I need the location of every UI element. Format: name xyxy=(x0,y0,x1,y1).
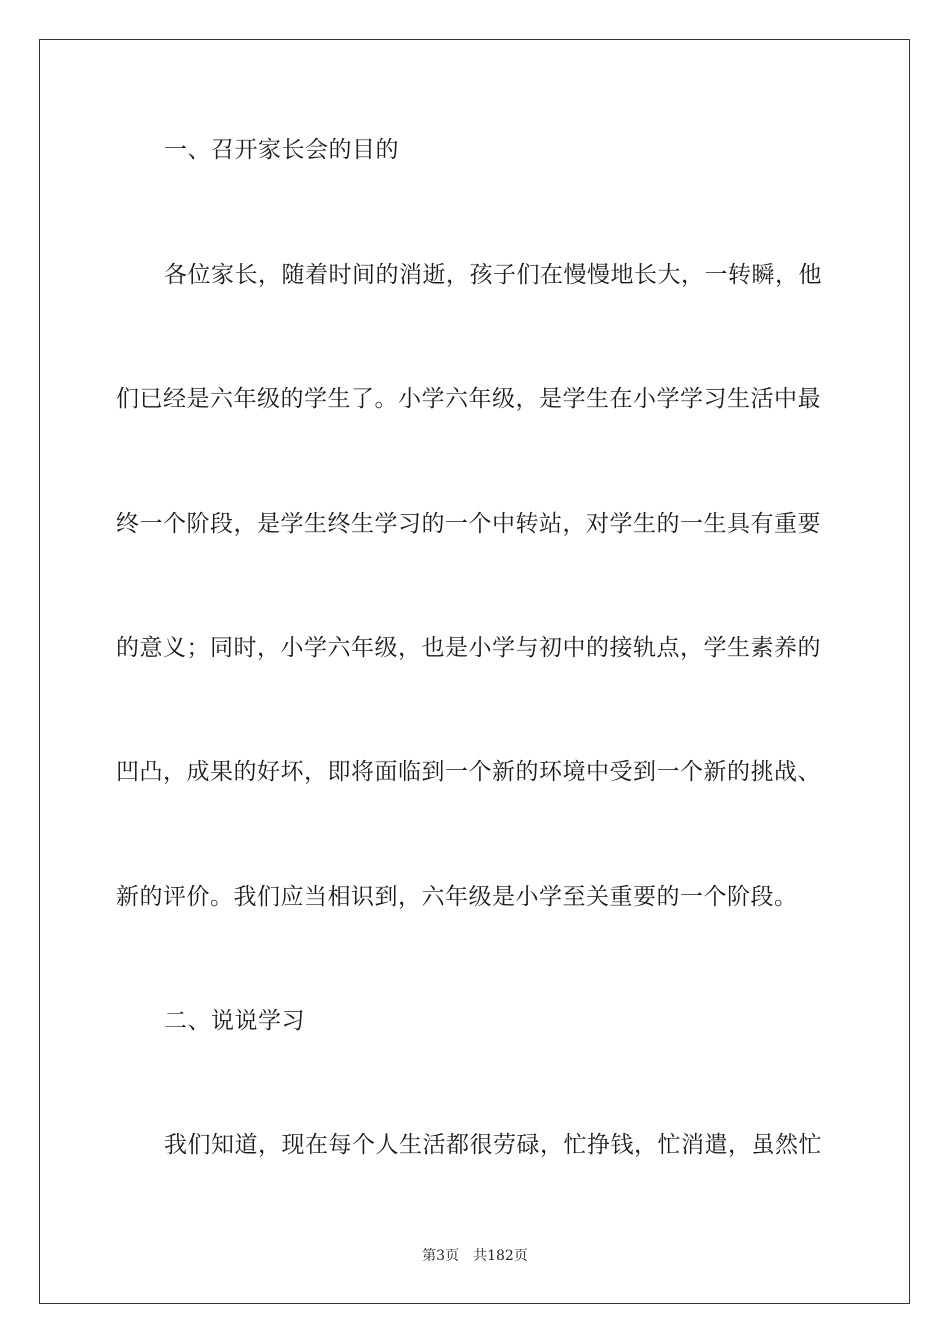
section-heading-1: 一、召开家长会的目的 xyxy=(164,137,399,163)
paragraph-line: 凹凸，成果的好坏，即将面临到一个新的环境中受到一个新的挑战、 xyxy=(116,759,821,785)
paragraph-line: 各位家长，随着时间的消逝，孩子们在慢慢地长大，一转瞬，他 xyxy=(164,262,822,288)
page-number: 第3页 xyxy=(422,1248,460,1264)
page-total: 共182页 xyxy=(473,1248,528,1264)
page-border xyxy=(39,39,910,1304)
paragraph-line: 终一个阶段，是学生终生学习的一个中转站，对学生的一生具有重要 xyxy=(116,511,821,537)
page-footer xyxy=(0,1246,950,1266)
section-heading-2: 二、说说学习 xyxy=(164,1008,305,1034)
paragraph-line: 新的评价。我们应当相识到，六年级是小学至关重要的一个阶段。 xyxy=(116,884,798,910)
paragraph-line: 们已经是六年级的学生了。小学六年级，是学生在小学学习生活中最 xyxy=(116,386,821,412)
paragraph-line: 我们知道，现在每个人生活都很劳碌，忙挣钱，忙消遣，虽然忙 xyxy=(164,1132,822,1158)
paragraph-line: 的意义；同时，小学六年级，也是小学与初中的接轨点，学生素养的 xyxy=(116,635,821,661)
